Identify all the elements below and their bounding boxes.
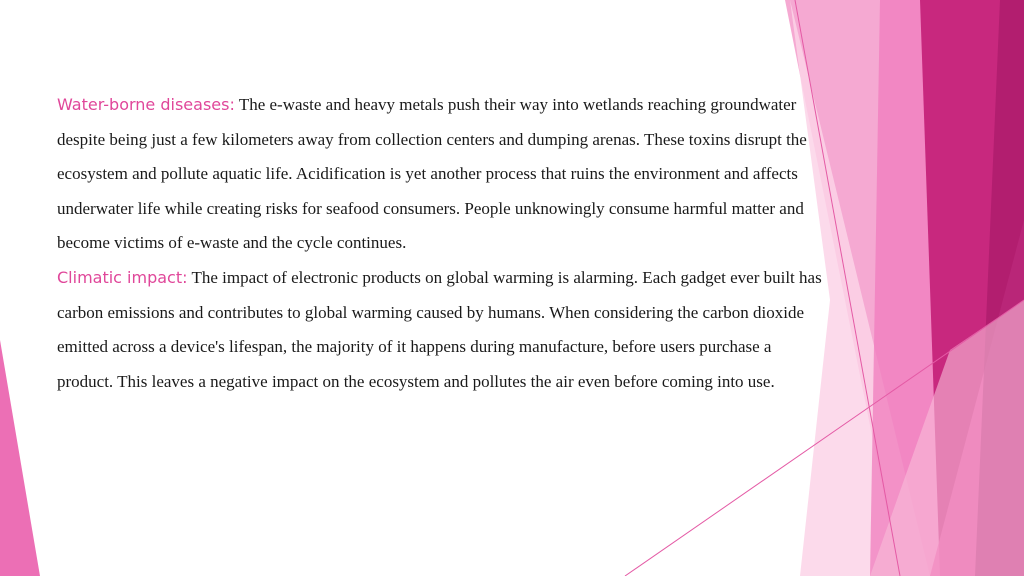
deco-left-pink-triangle — [0, 340, 40, 576]
paragraph-climatic-impact — [57, 261, 827, 399]
text-water-borne-diseases: The e-waste and heavy metals push their way into wetlands reaching groundwater despite being just a few kilometers away from collection centers and dumping arenas. These toxins disrupt the ecosystem and pollute aquatic life. Acidification is yet another process that ruins the environment and affects underwater life while creating risks for seafood consumers. People unknowingly consume harmful matter and become victims of e-waste and the cycle continues. — [57, 95, 807, 253]
slide-body — [57, 88, 827, 399]
paragraph-water-borne — [57, 88, 827, 261]
heading-climatic-impact: Climatic impact: — [57, 267, 188, 287]
text-climatic-impact: The impact of electronic products on global warming is alarming. Each gadget ever built has carbon emissions and contributes to global warming caused by humans. When considering the carbon dioxide emitted across a device's lifespan, the majority of it happens during manufacture, before users purchase a product. This leaves a negative impact on the ecosystem and pollutes the air even before coming into use. — [57, 267, 822, 391]
heading-water-borne-diseases: Water-borne diseases: — [57, 95, 235, 114]
